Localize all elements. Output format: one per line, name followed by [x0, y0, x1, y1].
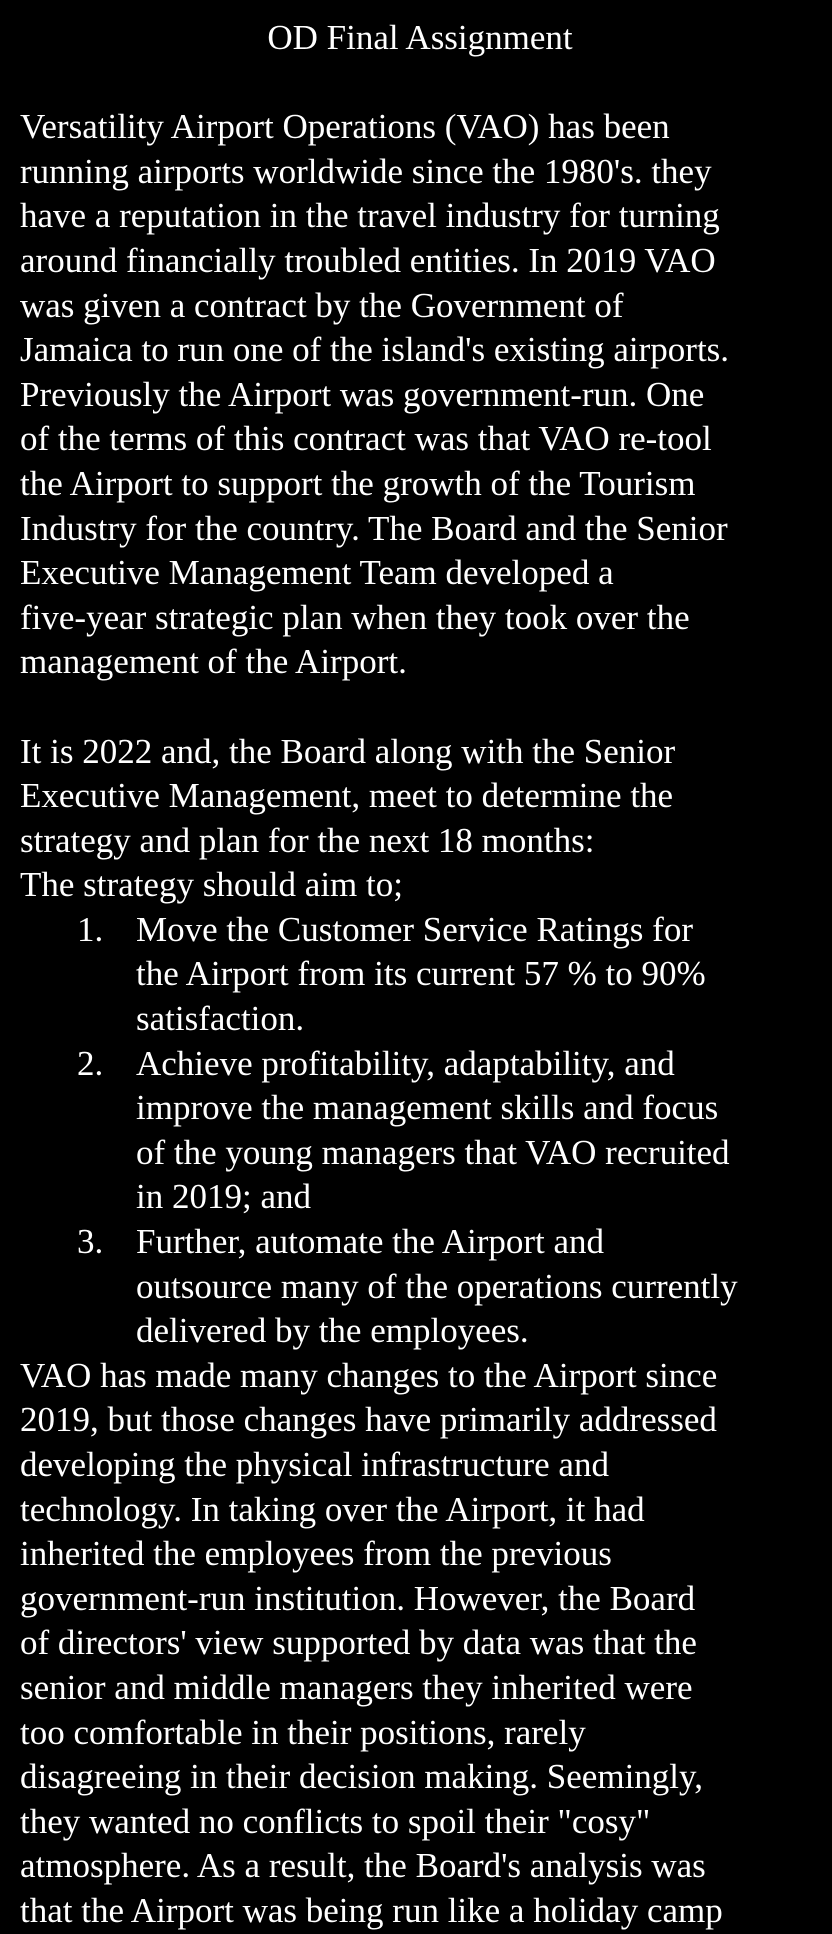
text-line: the Airport from its current 57 % to 90% — [136, 954, 706, 994]
list-number: 3. — [77, 1222, 104, 1262]
paragraph-intro — [20, 105, 820, 685]
text-line: The strategy should aim to; — [20, 865, 403, 905]
text-line: Executive Management, meet to determine the — [20, 776, 674, 816]
text-line: have a reputation in the travel industry for turning — [20, 196, 720, 236]
text-line: five-year strategic plan when they took over the — [20, 597, 690, 637]
text-line: Achieve profitability, adaptability, and — [136, 1043, 675, 1083]
text-line: satisfaction. — [136, 999, 305, 1039]
text-line: they wanted no conflicts to spoil their "cosy" — [20, 1801, 651, 1841]
text-line: technology. In taking over the Airport, it had — [20, 1489, 645, 1529]
text-line: Previously the Airport was government-run. One — [20, 374, 705, 414]
text-line: Executive Management Team developed a — [20, 553, 614, 593]
spacer — [20, 61, 820, 106]
list-item — [20, 908, 820, 1042]
text-line: inherited the employees from the previous — [20, 1534, 612, 1574]
text-line: of the young managers that VAO recruited — [136, 1132, 730, 1172]
text-line: that the Airport was being run like a holiday camp — [20, 1890, 723, 1930]
strategy-list — [20, 908, 820, 1354]
text-line: VAO has made many changes to the Airport since — [20, 1355, 718, 1395]
text-line: delivered by the employees. — [136, 1311, 529, 1351]
list-item — [20, 1042, 820, 1220]
text-line: Move the Customer Service Ratings for — [136, 909, 693, 949]
text-line: outsource many of the operations currently — [136, 1266, 738, 1306]
spacer — [20, 685, 820, 730]
text-line: improve the management skills and focus — [136, 1088, 719, 1128]
paragraph-changes — [20, 1354, 820, 1934]
text-line: It is 2022 and, the Board along with the Senior — [20, 731, 676, 771]
text-line: government-run institution. However, the Board — [20, 1578, 696, 1618]
list-item — [20, 1220, 820, 1354]
text-line: disagreeing in their decision making. Seemingly, — [20, 1757, 703, 1797]
document-title: OD Final Assignment — [267, 18, 573, 57]
text-line: management of the Airport. — [20, 642, 407, 682]
list-number: 1. — [77, 909, 104, 949]
text-line: of the terms of this contract was that VAO re-tool — [20, 419, 712, 459]
text-line: Further, automate the Airport and — [136, 1222, 605, 1262]
text-line: of directors' view supported by data was that the — [20, 1623, 697, 1663]
text-line: Jamaica to run one of the island's existing airports. — [20, 330, 730, 370]
list-number: 2. — [77, 1043, 104, 1083]
text-line: running airports worldwide since the 1980's. they — [20, 151, 712, 191]
text-line: Versatility Airport Operations (VAO) has been — [20, 107, 670, 147]
text-line: in 2019; and — [136, 1177, 311, 1217]
text-line: strategy and plan for the next 18 months: — [20, 820, 595, 860]
paragraph-strategy — [20, 730, 820, 908]
text-line: too comfortable in their positions, rarely — [20, 1712, 586, 1752]
text-line: was given a contract by the Government of — [20, 285, 624, 325]
text-line: Industry for the country. The Board and the Senior — [20, 508, 728, 548]
text-line: 2019, but those changes have primarily addressed — [20, 1400, 717, 1440]
text-line: around financially troubled entities. In 2019 VAO — [20, 240, 716, 280]
document — [20, 16, 820, 1934]
text-line: developing the physical infrastructure and — [20, 1445, 609, 1484]
text-line: atmosphere. As a result, the Board's analysis was — [20, 1846, 706, 1886]
text-line: senior and middle managers they inherited were — [20, 1667, 693, 1707]
text-line: the Airport to support the growth of the Tourism — [20, 463, 696, 503]
